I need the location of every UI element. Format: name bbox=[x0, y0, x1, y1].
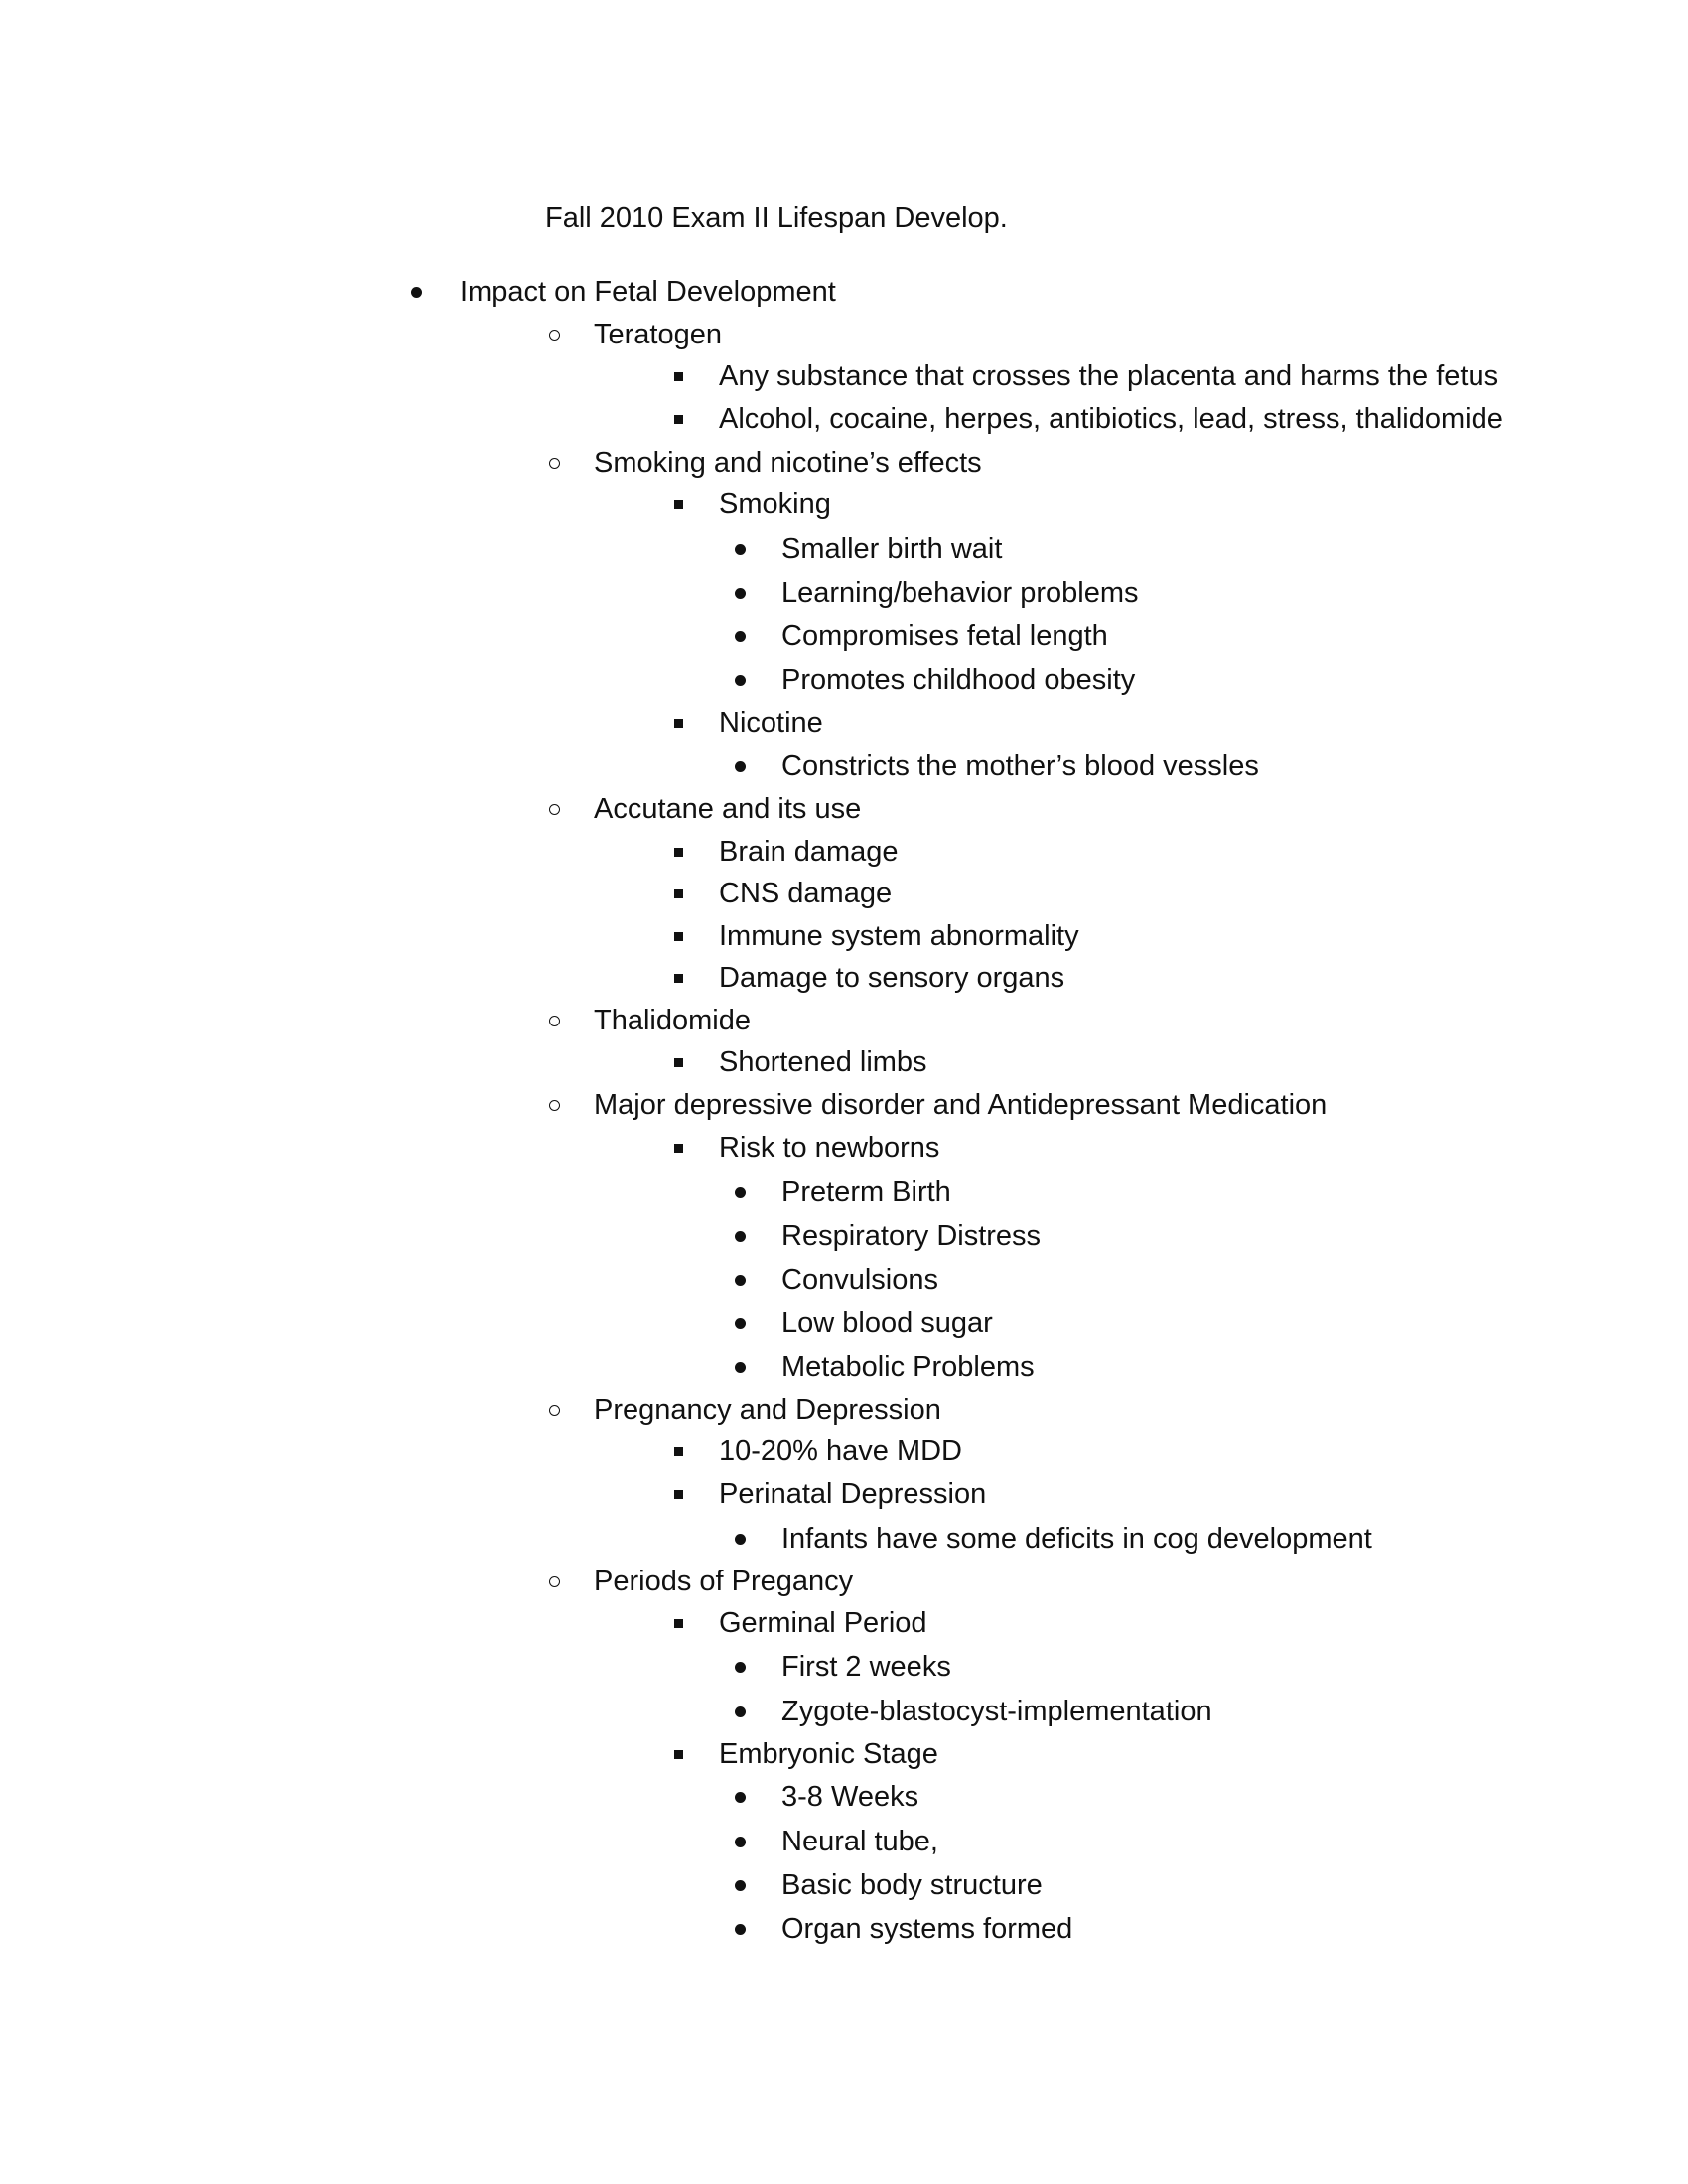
bullet-dot-icon bbox=[726, 1647, 754, 1687]
outline-item-text: Organ systems formed bbox=[781, 1913, 1073, 1945]
bullet-circle-icon bbox=[540, 1562, 568, 1601]
outline-item-text: Accutane and its use bbox=[594, 793, 862, 825]
bullet-circle-icon bbox=[540, 315, 568, 354]
outline-item-text: Perinatal Depression bbox=[719, 1478, 987, 1510]
outline-item-text: Impact on Fetal Development bbox=[460, 276, 836, 308]
outline-item-text: Learning/behavior problems bbox=[781, 577, 1139, 609]
bullet-dot-icon bbox=[726, 1216, 754, 1256]
outline-item-text: Smoking and nicotine’s effects bbox=[594, 447, 982, 478]
bullet-square-icon bbox=[667, 356, 689, 396]
bullet-square-icon bbox=[667, 874, 689, 913]
outline-item-text: Germinal Period bbox=[719, 1607, 927, 1639]
bullet-dot-icon bbox=[726, 1303, 754, 1343]
bullet-circle-icon bbox=[540, 789, 568, 829]
bullet-dot-icon bbox=[726, 529, 754, 569]
bullet-square-icon bbox=[667, 1128, 689, 1167]
bullet-circle-icon bbox=[540, 1001, 568, 1040]
outline-item-text: CNS damage bbox=[719, 878, 893, 909]
outline-item-text: Shortened limbs bbox=[719, 1046, 927, 1078]
bullet-square-icon bbox=[667, 1474, 689, 1514]
bullet-square-icon bbox=[667, 832, 689, 872]
outline-item-text: Thalidomide bbox=[594, 1005, 751, 1036]
bullet-dot-icon bbox=[726, 747, 754, 786]
outline-item-text: Compromises fetal length bbox=[781, 620, 1108, 652]
outline-item-text: Preterm Birth bbox=[781, 1176, 951, 1208]
outline-item-text: Pregnancy and Depression bbox=[594, 1394, 941, 1426]
outline-item-text: Respiratory Distress bbox=[781, 1220, 1042, 1252]
outline-item-text: Metabolic Problems bbox=[781, 1351, 1035, 1383]
outline-item-text: First 2 weeks bbox=[781, 1651, 951, 1683]
bullet-dot-icon bbox=[726, 1822, 754, 1861]
outline-item-text: Zygote-blastocyst-implementation bbox=[781, 1696, 1212, 1727]
bullet-dot-icon bbox=[726, 1347, 754, 1387]
bullet-square-icon bbox=[667, 484, 689, 524]
document-title: Fall 2010 Exam II Lifespan Develop. bbox=[545, 203, 1008, 234]
bullet-circle-icon bbox=[540, 1390, 568, 1430]
outline-item-text: Immune system abnormality bbox=[719, 920, 1079, 952]
bullet-square-icon bbox=[667, 1734, 689, 1774]
bullet-square-icon bbox=[667, 1042, 689, 1082]
bullet-square-icon bbox=[667, 958, 689, 998]
outline-item-text: Low blood sugar bbox=[781, 1307, 993, 1339]
bullet-dot-icon bbox=[726, 573, 754, 613]
outline-item-text: Smoking bbox=[719, 488, 831, 520]
outline-item-text: Teratogen bbox=[594, 319, 722, 350]
bullet-dot-icon bbox=[726, 1260, 754, 1299]
outline-item-text: 10-20% have MDD bbox=[719, 1435, 962, 1467]
outline-item-text: Promotes childhood obesity bbox=[781, 664, 1136, 696]
bullet-dot-icon bbox=[726, 1777, 754, 1817]
bullet-square-icon bbox=[667, 1432, 689, 1471]
outline-item-text: Convulsions bbox=[781, 1264, 938, 1296]
bullet-dot-icon bbox=[726, 1172, 754, 1212]
bullet-dot-icon bbox=[726, 1692, 754, 1731]
outline-item-text: Major depressive disorder and Antidepressant Medication bbox=[594, 1089, 1328, 1121]
bullet-square-icon bbox=[667, 1603, 689, 1643]
bullet-dot-icon bbox=[402, 272, 430, 312]
bullet-square-icon bbox=[667, 703, 689, 743]
outline-item-text: Smaller birth wait bbox=[781, 533, 1003, 565]
bullet-dot-icon bbox=[726, 616, 754, 656]
outline-item-text: Constricts the mother’s blood vessles bbox=[781, 751, 1259, 782]
bullet-square-icon bbox=[667, 399, 689, 439]
bullet-circle-icon bbox=[540, 443, 568, 482]
bullet-dot-icon bbox=[726, 1909, 754, 1949]
bullet-square-icon bbox=[667, 916, 689, 956]
outline-item-text: Embryonic Stage bbox=[719, 1738, 938, 1770]
outline-item-text: Risk to newborns bbox=[719, 1132, 940, 1163]
outline-item-text: Brain damage bbox=[719, 836, 899, 868]
outline-item-text: Basic body structure bbox=[781, 1869, 1043, 1901]
bullet-dot-icon bbox=[726, 1519, 754, 1559]
bullet-circle-icon bbox=[540, 1085, 568, 1125]
outline-item-text: Damage to sensory organs bbox=[719, 962, 1065, 994]
outline-item-text: Periods of Pregancy bbox=[594, 1566, 854, 1597]
outline-item-text: Neural tube, bbox=[781, 1826, 938, 1857]
outline-item-text: Alcohol, cocaine, herpes, antibiotics, lead, stress, thalidomide bbox=[719, 403, 1503, 435]
outline-item-text: Any substance that crosses the placenta and harms the fetus bbox=[719, 360, 1499, 392]
bullet-dot-icon bbox=[726, 1865, 754, 1905]
outline-item-text: Nicotine bbox=[719, 707, 823, 739]
bullet-dot-icon bbox=[726, 660, 754, 700]
outline-item-text: Infants have some deficits in cog development bbox=[781, 1523, 1372, 1555]
outline-item-text: 3-8 Weeks bbox=[781, 1781, 919, 1813]
